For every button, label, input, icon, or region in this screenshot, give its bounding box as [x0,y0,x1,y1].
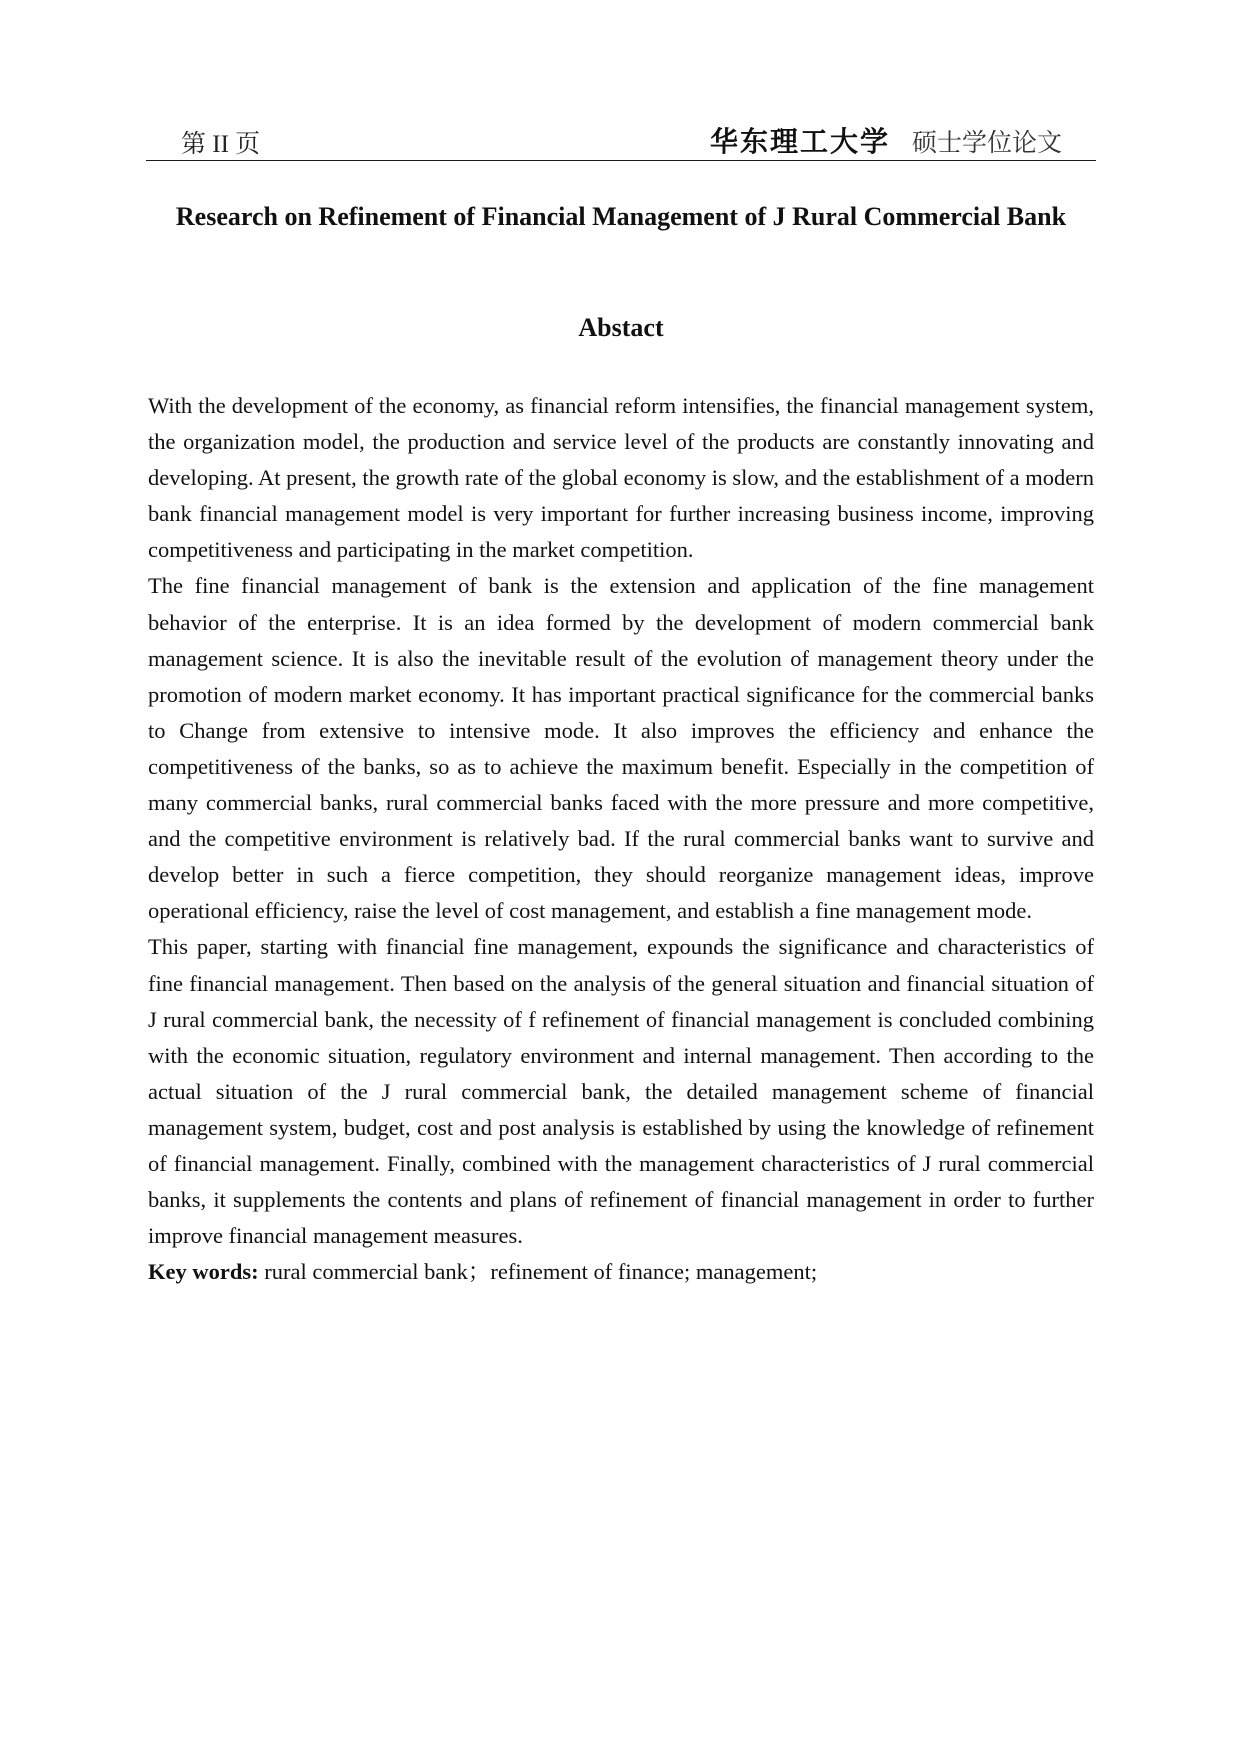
header-right [710,120,1062,160]
degree-label: 硕士学位论文 [911,130,1062,157]
page-number: 第 II 页 [181,131,261,158]
keywords-label: Key words: [148,1259,259,1285]
keywords-text: rural commercial bank；refinement of finance; management; [258,1259,818,1285]
abstract-paragraph-1: With the development of the economy, as financial reform intensifies, the financial management system, the organization model, the production and service level of the products are constantly innovating and developing. At present, the growth rate of the global economy is slow, and the establishment of a modern bank financial management model is very important for further increasing business income, improving competitiveness and participating in the market competition. [148,393,1094,563]
page-header [146,120,1096,161]
abstract-paragraph-2: The fine financial management of bank is the extension and application of the fine management behavior of the enterprise. It is an idea formed by the development of modern commercial bank management science. It is also the inevitable result of the evolution of management theory under the promotion of modern market economy. It has important practical significance for the commercial banks to Change from extensive to intensive mode. It also improves the efficiency and enhance the competitiveness of the banks, so as to achieve the maximum benefit. Especially in the competition of many commercial banks, rural commercial banks faced with the more pressure and more competitive, and the competitive environment is relatively bad. If the rural commercial banks want to survive and develop better in such a fierce competition, they should reorganize management ideas, improve operational efficiency, raise the level of cost management, and establish a fine management mode. [148,573,1094,924]
paper-title: Research on Refinement of Financial Management of J Rural Commercial Bank [175,202,1067,231]
university-name: 华东理工大学 [709,125,890,158]
abstract-paragraph-3: This paper, starting with financial fine management, expounds the significance and characteristics of fine financial management. Then based on the analysis of the general situation and financial situation of J rural commercial bank, the necessity of f refinement of financial management is concluded combining with the economic situation, regulatory environment and internal management. Then according to the actual situation of the J rural commercial bank, the detailed management scheme of financial management system, budget, cost and post analysis is established by using the knowledge of refinement of financial management. Finally, combined with the management characteristics of J rural commercial banks, it supplements the contents and plans of refinement of financial management in order to further improve financial management measures. [148,934,1094,1249]
keywords [148,1254,1094,1290]
abstract-body [148,388,1094,1290]
abstract-heading: Abstact [578,313,664,342]
